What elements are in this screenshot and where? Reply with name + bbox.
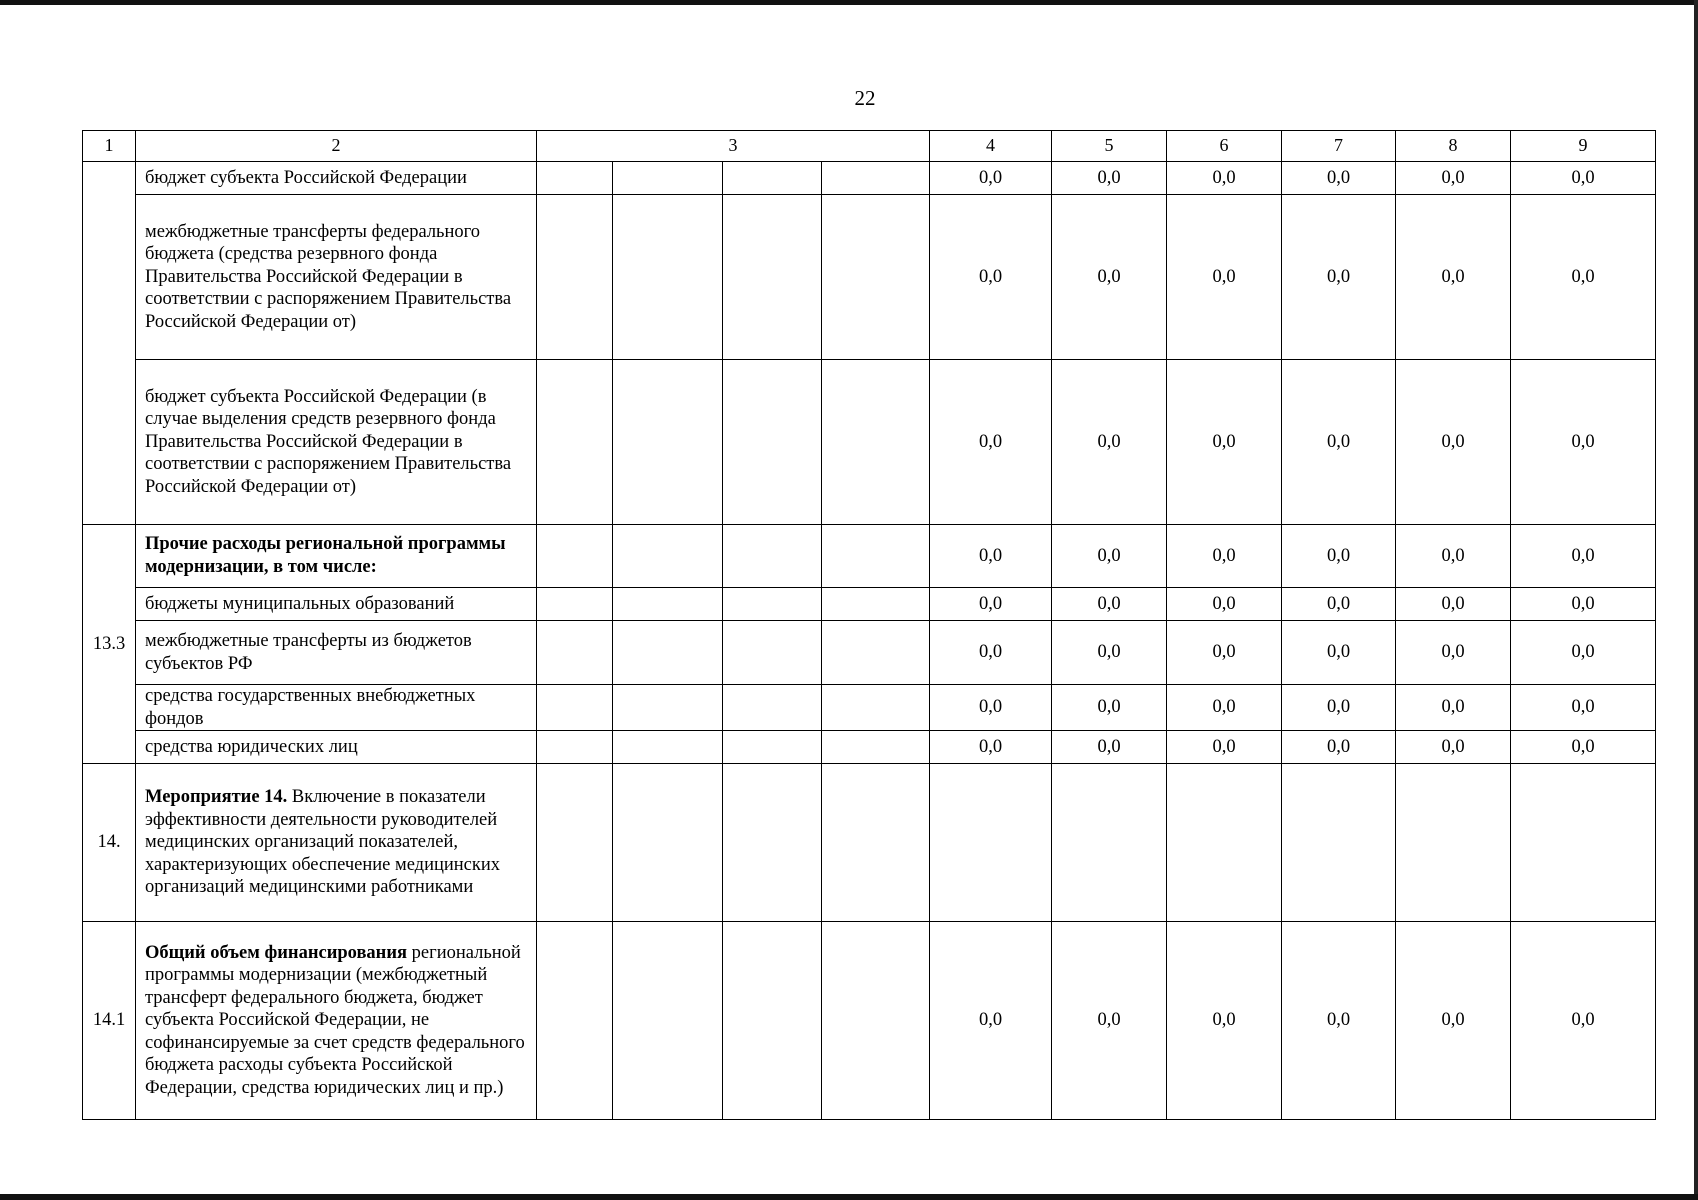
row-description-text: бюджеты муниципальных образований bbox=[145, 593, 455, 614]
col3-subcell bbox=[723, 922, 822, 1120]
col3-subcell bbox=[723, 588, 822, 621]
col3-subcell bbox=[822, 922, 930, 1120]
table-row bbox=[83, 922, 1656, 1120]
row-description-text: региональной программы модернизации (межбюджетный трансферт федерального бюджета, бюджет субъекта Российской Федерации, не софинансируемые за счет средств федерального бюджета расходы субъекта Российской Федерации, средства юридических лиц и пр.) bbox=[145, 942, 525, 1099]
value-cell-col-5: 0,0 bbox=[1052, 731, 1167, 764]
value-cell-col-8: 0,0 bbox=[1396, 731, 1511, 764]
scan-edge-bottom bbox=[0, 1194, 1698, 1200]
header-col-1: 1 bbox=[83, 131, 136, 162]
row-description bbox=[136, 360, 537, 525]
col3-subcell bbox=[822, 731, 930, 764]
value-cell-col-9: 0,0 bbox=[1511, 525, 1656, 588]
value-cell-col-5: 0,0 bbox=[1052, 922, 1167, 1120]
table-row bbox=[83, 731, 1656, 764]
value-cell-col-7: 0,0 bbox=[1282, 195, 1396, 360]
value-cell-col-9: 0,0 bbox=[1511, 195, 1656, 360]
row-description-text: бюджет субъекта Российской Федерации (в случае выделения средств резервного фонда Правительства Российской Федерации в соответствии с распоряжением Правительства Российской Федерации от) bbox=[145, 386, 512, 497]
value-cell-col-6: 0,0 bbox=[1167, 685, 1282, 731]
col3-subcell bbox=[822, 195, 930, 360]
col3-subcell bbox=[822, 588, 930, 621]
col3-subcell bbox=[613, 162, 723, 195]
row-description bbox=[136, 685, 537, 731]
value-cell-col-9: 0,0 bbox=[1511, 162, 1656, 195]
value-cell-col-5 bbox=[1052, 764, 1167, 922]
value-cell-col-6: 0,0 bbox=[1167, 621, 1282, 685]
header-col-7: 7 bbox=[1282, 131, 1396, 162]
value-cell-col-9: 0,0 bbox=[1511, 685, 1656, 731]
col3-subcell bbox=[613, 621, 723, 685]
table-row bbox=[83, 525, 1656, 588]
col3-subcell bbox=[613, 685, 723, 731]
value-cell-col-8: 0,0 bbox=[1396, 685, 1511, 731]
row-description bbox=[136, 731, 537, 764]
header-col-2: 2 bbox=[136, 131, 537, 162]
row-description-bold: Общий объем финансирования bbox=[145, 942, 408, 963]
value-cell-col-7: 0,0 bbox=[1282, 525, 1396, 588]
value-cell-col-9: 0,0 bbox=[1511, 621, 1656, 685]
col3-subcell bbox=[537, 525, 613, 588]
header-col-6: 6 bbox=[1167, 131, 1282, 162]
row-description bbox=[136, 162, 537, 195]
row-number: 13.3 bbox=[83, 525, 136, 764]
value-cell-col-4: 0,0 bbox=[930, 922, 1052, 1120]
row-description-text: межбюджетные трансферты из бюджетов субъектов РФ bbox=[145, 630, 472, 674]
value-cell-col-4: 0,0 bbox=[930, 162, 1052, 195]
col3-subcell bbox=[537, 162, 613, 195]
value-cell-col-8 bbox=[1396, 764, 1511, 922]
col3-subcell bbox=[613, 764, 723, 922]
col3-subcell bbox=[822, 360, 930, 525]
col3-subcell bbox=[723, 764, 822, 922]
col3-subcell bbox=[822, 621, 930, 685]
header-col-4: 4 bbox=[930, 131, 1052, 162]
col3-subcell bbox=[723, 621, 822, 685]
value-cell-col-4 bbox=[930, 764, 1052, 922]
value-cell-col-5: 0,0 bbox=[1052, 588, 1167, 621]
value-cell-col-6: 0,0 bbox=[1167, 360, 1282, 525]
row-description-text: бюджет субъекта Российской Федерации bbox=[145, 167, 467, 188]
col3-subcell bbox=[613, 195, 723, 360]
value-cell-col-8: 0,0 bbox=[1396, 588, 1511, 621]
row-description bbox=[136, 525, 537, 588]
value-cell-col-9: 0,0 bbox=[1511, 922, 1656, 1120]
row-description-text: межбюджетные трансферты федерального бюджета (средства резервного фонда Правительства Российской Федерации в соответствии с распоряжением Правительства Российской Федерации от) bbox=[145, 221, 512, 332]
row-description-text: средства юридических лиц bbox=[145, 736, 358, 757]
col3-subcell bbox=[613, 588, 723, 621]
col3-subcell bbox=[822, 525, 930, 588]
row-description bbox=[136, 195, 537, 360]
financing-table bbox=[82, 130, 1656, 1120]
value-cell-col-7: 0,0 bbox=[1282, 922, 1396, 1120]
value-cell-col-8: 0,0 bbox=[1396, 195, 1511, 360]
row-number bbox=[83, 162, 136, 525]
row-description bbox=[136, 764, 537, 922]
value-cell-col-5: 0,0 bbox=[1052, 685, 1167, 731]
value-cell-col-4: 0,0 bbox=[930, 685, 1052, 731]
value-cell-col-7: 0,0 bbox=[1282, 588, 1396, 621]
value-cell-col-6: 0,0 bbox=[1167, 922, 1282, 1120]
row-description bbox=[136, 588, 537, 621]
col3-subcell bbox=[537, 685, 613, 731]
header-row bbox=[83, 131, 1656, 162]
table-row bbox=[83, 360, 1656, 525]
value-cell-col-4: 0,0 bbox=[930, 731, 1052, 764]
value-cell-col-5: 0,0 bbox=[1052, 162, 1167, 195]
value-cell-col-9: 0,0 bbox=[1511, 731, 1656, 764]
col3-subcell bbox=[613, 525, 723, 588]
value-cell-col-4: 0,0 bbox=[930, 621, 1052, 685]
table-row bbox=[83, 588, 1656, 621]
value-cell-col-5: 0,0 bbox=[1052, 360, 1167, 525]
col3-subcell bbox=[537, 731, 613, 764]
header-col-9: 9 bbox=[1511, 131, 1656, 162]
value-cell-col-7: 0,0 bbox=[1282, 731, 1396, 764]
value-cell-col-7: 0,0 bbox=[1282, 162, 1396, 195]
col3-subcell bbox=[537, 588, 613, 621]
row-description-bold: Мероприятие 14. bbox=[145, 787, 288, 808]
value-cell-col-8: 0,0 bbox=[1396, 525, 1511, 588]
col3-subcell bbox=[537, 922, 613, 1120]
col3-subcell bbox=[537, 621, 613, 685]
col3-subcell bbox=[613, 360, 723, 525]
col3-subcell bbox=[613, 922, 723, 1120]
row-description-text: средства государственных внебюджетных фондов bbox=[145, 686, 476, 729]
table-row bbox=[83, 685, 1656, 731]
value-cell-col-8: 0,0 bbox=[1396, 360, 1511, 525]
value-cell-col-7: 0,0 bbox=[1282, 360, 1396, 525]
row-description-bold: Прочие расходы региональной программы модернизации, в том числе: bbox=[145, 534, 506, 577]
col3-subcell bbox=[537, 195, 613, 360]
value-cell-col-7 bbox=[1282, 764, 1396, 922]
value-cell-col-9: 0,0 bbox=[1511, 588, 1656, 621]
col3-subcell bbox=[537, 360, 613, 525]
col3-subcell bbox=[822, 764, 930, 922]
value-cell-col-6: 0,0 bbox=[1167, 525, 1282, 588]
value-cell-col-5: 0,0 bbox=[1052, 525, 1167, 588]
col3-subcell bbox=[723, 525, 822, 588]
value-cell-col-6: 0,0 bbox=[1167, 588, 1282, 621]
header-col-8: 8 bbox=[1396, 131, 1511, 162]
value-cell-col-7: 0,0 bbox=[1282, 685, 1396, 731]
row-description-text: Включение в показатели эффективности деятельности руководителей медицинских организаций показателей, характеризующих обеспечение медицинских организаций медицинскими работниками bbox=[145, 787, 501, 898]
row-description bbox=[136, 922, 537, 1120]
value-cell-col-9 bbox=[1511, 764, 1656, 922]
col3-subcell bbox=[822, 162, 930, 195]
value-cell-col-6 bbox=[1167, 764, 1282, 922]
scan-edge-right bbox=[1694, 0, 1698, 1200]
table-row bbox=[83, 764, 1656, 922]
value-cell-col-8: 0,0 bbox=[1396, 621, 1511, 685]
value-cell-col-6: 0,0 bbox=[1167, 195, 1282, 360]
col3-subcell bbox=[723, 731, 822, 764]
table-row bbox=[83, 195, 1656, 360]
col3-subcell bbox=[537, 764, 613, 922]
value-cell-col-5: 0,0 bbox=[1052, 621, 1167, 685]
value-cell-col-6: 0,0 bbox=[1167, 731, 1282, 764]
table-row bbox=[83, 621, 1656, 685]
scan-edge-top bbox=[0, 0, 1698, 5]
value-cell-col-6: 0,0 bbox=[1167, 162, 1282, 195]
row-description bbox=[136, 621, 537, 685]
col3-subcell bbox=[723, 195, 822, 360]
header-col-5: 5 bbox=[1052, 131, 1167, 162]
value-cell-col-4: 0,0 bbox=[930, 360, 1052, 525]
col3-subcell bbox=[723, 685, 822, 731]
row-number: 14. bbox=[83, 764, 136, 922]
value-cell-col-4: 0,0 bbox=[930, 195, 1052, 360]
table-row bbox=[83, 162, 1656, 195]
value-cell-col-4: 0,0 bbox=[930, 588, 1052, 621]
value-cell-col-8: 0,0 bbox=[1396, 922, 1511, 1120]
value-cell-col-4: 0,0 bbox=[930, 525, 1052, 588]
value-cell-col-8: 0,0 bbox=[1396, 162, 1511, 195]
value-cell-col-9: 0,0 bbox=[1511, 360, 1656, 525]
col3-subcell bbox=[822, 685, 930, 731]
value-cell-col-5: 0,0 bbox=[1052, 195, 1167, 360]
col3-subcell bbox=[723, 162, 822, 195]
col3-subcell bbox=[723, 360, 822, 525]
value-cell-col-7: 0,0 bbox=[1282, 621, 1396, 685]
header-col-3: 3 bbox=[537, 131, 930, 162]
row-number: 14.1 bbox=[83, 922, 136, 1120]
col3-subcell bbox=[613, 731, 723, 764]
page-number: 22 bbox=[854, 86, 876, 110]
